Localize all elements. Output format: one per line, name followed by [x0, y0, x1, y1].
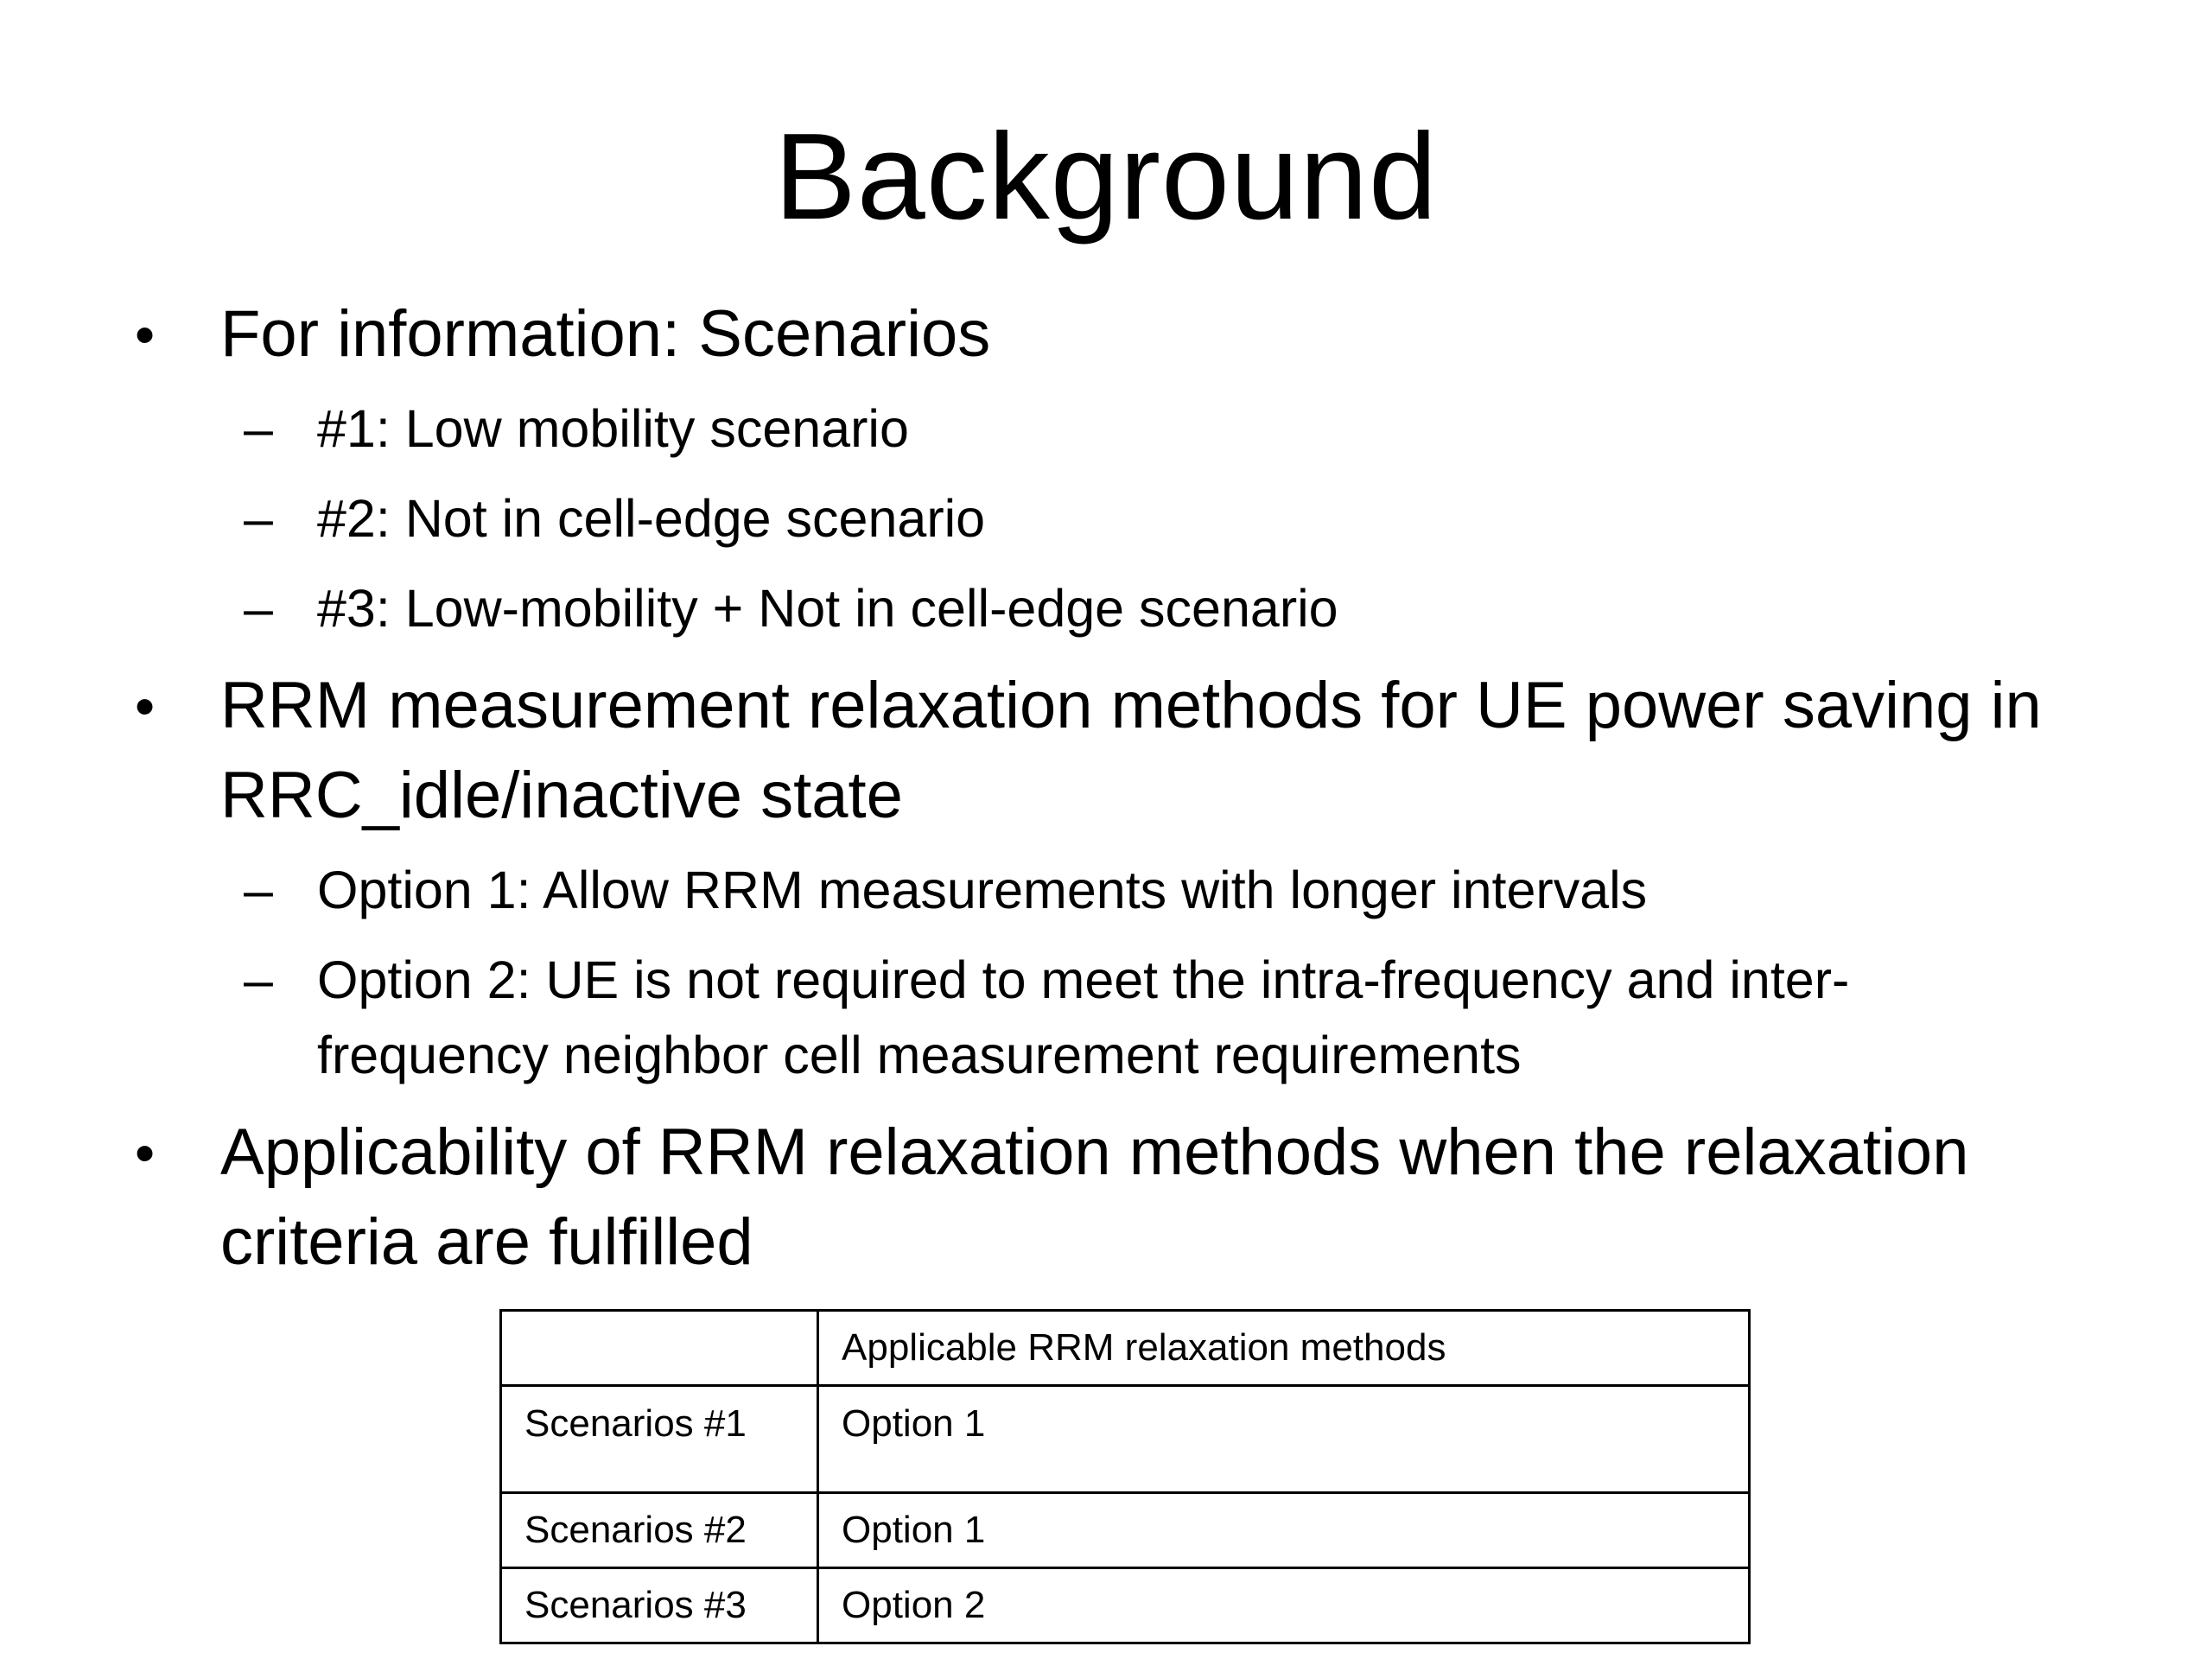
- bullet-applicability: [130, 1108, 2117, 1287]
- bullet-text-line1: RRM measurement relaxation methods for UE power saving in: [220, 669, 2042, 742]
- bullet-dot-icon: •: [135, 674, 156, 738]
- table-cell-method: Option 1: [818, 1386, 1750, 1493]
- bullet-text: For information: Scenarios: [220, 297, 991, 371]
- table-cell-scenario: Scenarios #3: [501, 1568, 818, 1643]
- bullet-list: [130, 289, 2117, 1300]
- sub-bullet-scenario-1: [130, 391, 2117, 467]
- sub-bullet-text: Option 1: Allow RRM measurements with longer intervals: [317, 861, 1648, 919]
- table-cell-scenario: Scenarios #2: [501, 1493, 818, 1568]
- bullet-text-line2: criteria are fulfilled: [220, 1205, 753, 1279]
- sub-bullet-option-1: [130, 853, 2117, 928]
- sub-bullet-text: #2: Not in cell-edge scenario: [317, 489, 986, 548]
- dash-icon: –: [244, 950, 273, 1009]
- dash-icon: –: [244, 489, 273, 548]
- bullet-dot-icon: •: [135, 302, 156, 366]
- table-row: [501, 1568, 1750, 1643]
- bullet-text-line2: RRC_idle/inactive state: [220, 759, 903, 832]
- sub-bullet-text: #3: Low-mobility + Not in cell-edge scenario: [317, 579, 1338, 638]
- bullet-scenarios: [130, 289, 2117, 379]
- applicability-table-wrapper: [499, 1309, 1751, 1644]
- sub-bullet-text-line1: Option 2: UE is not required to meet the intra-frequency and inter-: [317, 950, 1850, 1009]
- sub-bullet-option-2: [130, 943, 2117, 1093]
- sub-bullet-text: #1: Low mobility scenario: [317, 399, 909, 458]
- table-row: [501, 1493, 1750, 1568]
- sub-bullet-scenario-3: [130, 571, 2117, 646]
- applicability-table: [499, 1309, 1751, 1644]
- table-cell-method: Option 1: [818, 1493, 1750, 1568]
- table-header-row: [501, 1311, 1750, 1386]
- table-header-cell-methods: Applicable RRM relaxation methods: [818, 1311, 1750, 1386]
- table-cell-method: Option 2: [818, 1568, 1750, 1643]
- table-header-cell-empty: [501, 1311, 818, 1386]
- bullet-text-line1: Applicability of RRM relaxation methods when the relaxation: [220, 1116, 1969, 1189]
- dash-icon: –: [244, 399, 273, 458]
- table-row: [501, 1386, 1750, 1493]
- table-cell-scenario: Scenarios #1: [501, 1386, 818, 1493]
- dash-icon: –: [244, 579, 273, 638]
- slide-title: Background: [774, 108, 1438, 245]
- sub-bullet-scenario-2: [130, 481, 2117, 556]
- sub-bullet-text-line2: frequency neighbor cell measurement requirements: [317, 1026, 1522, 1084]
- bullet-dot-icon: •: [135, 1121, 156, 1185]
- bullet-relaxation-methods: [130, 661, 2117, 841]
- dash-icon: –: [244, 861, 273, 919]
